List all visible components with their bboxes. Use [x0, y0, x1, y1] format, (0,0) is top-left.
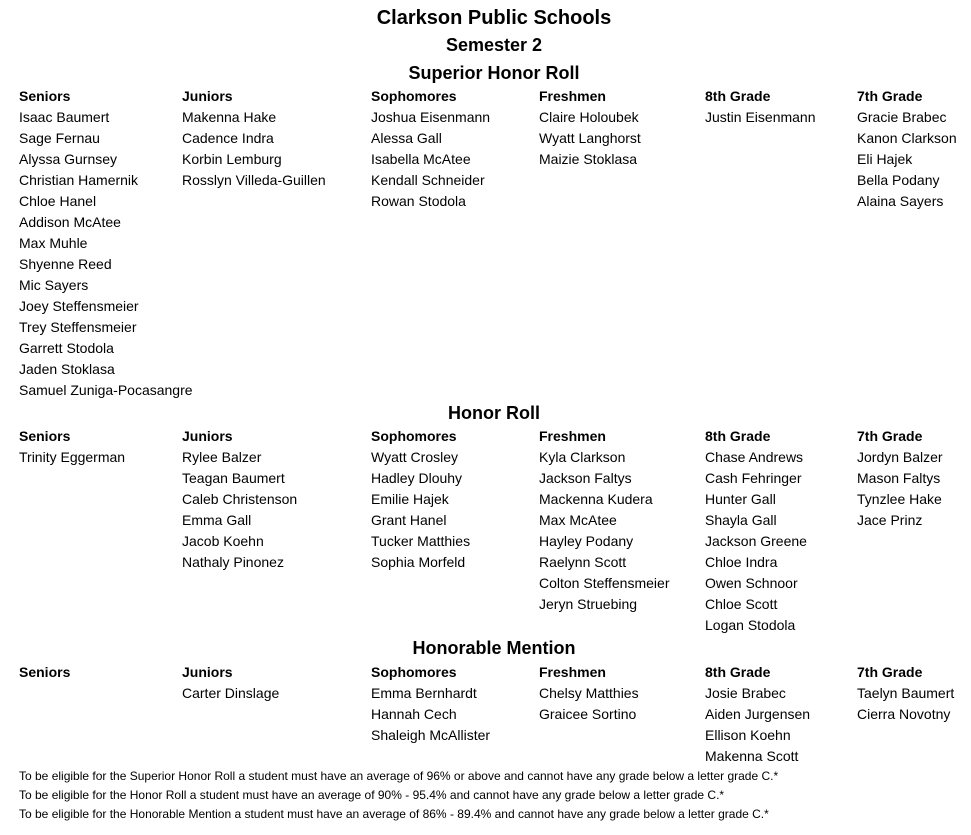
- column-heading: Sophomores: [371, 428, 457, 444]
- student-name: Kyla Clarkson: [539, 449, 626, 465]
- column-sophomores: [371, 86, 490, 212]
- column-heading: 7th Grade: [857, 664, 923, 680]
- student-name: Hannah Cech: [371, 706, 457, 722]
- column-seniors: [19, 426, 125, 468]
- column-heading: 7th Grade: [857, 428, 923, 444]
- student-name: Rosslyn Villeda-Guillen: [182, 172, 326, 188]
- student-name: Raelynn Scott: [539, 554, 627, 570]
- school-name: Clarkson Public Schools: [376, 7, 612, 29]
- student-name: Owen Schnoor: [705, 575, 798, 591]
- column-heading: 8th Grade: [705, 428, 771, 444]
- student-name: Chloe Hanel: [19, 193, 97, 209]
- student-name: Garrett Stodola: [19, 340, 114, 356]
- student-name: Colton Steffensmeier: [539, 575, 670, 591]
- student-name: Rylee Balzer: [182, 449, 262, 465]
- student-name: Makenna Hake: [182, 109, 277, 125]
- superior-honor-roll-title: Superior Honor Roll: [408, 63, 580, 83]
- student-name: Christian Hamernik: [19, 172, 139, 188]
- column-heading: Freshmen: [539, 88, 606, 104]
- student-name: Sophia Morfeld: [371, 554, 466, 570]
- student-name: Maizie Stoklasa: [539, 151, 638, 167]
- column-heading: Juniors: [182, 88, 233, 104]
- column-heading: Seniors: [19, 88, 71, 104]
- column-heading: Seniors: [19, 428, 71, 444]
- column-heading: Juniors: [182, 664, 233, 680]
- column-freshmen: [539, 86, 641, 170]
- eligibility-note-mention: To be eligible for the Honorable Mention a student must have an average of 86% - 89.4% and cannot have any grade below a letter grade C.*: [19, 807, 769, 821]
- column-heading: Seniors: [19, 664, 71, 680]
- student-name: Grant Hanel: [371, 512, 447, 528]
- student-name: Eli Hajek: [857, 151, 913, 167]
- student-name: Teagan Baumert: [182, 470, 285, 486]
- student-name: Jacob Koehn: [182, 533, 264, 549]
- student-name: Cash Fehringer: [705, 470, 802, 486]
- student-name: Emma Gall: [182, 512, 252, 528]
- column-freshmen: [539, 662, 639, 725]
- student-name: Josie Brabec: [705, 685, 786, 701]
- column-sophomores: [371, 426, 470, 573]
- student-name: Jackson Faltys: [539, 470, 632, 486]
- honor-roll-title: Honor Roll: [448, 403, 540, 423]
- student-name: Tucker Matthies: [371, 533, 471, 549]
- column-freshmen: [539, 426, 669, 615]
- student-name: Cierra Novotny: [857, 706, 951, 722]
- student-name: Jeryn Struebing: [539, 596, 638, 612]
- student-name: Justin Eisenmann: [705, 109, 816, 125]
- student-name: Jordyn Balzer: [857, 449, 943, 465]
- column-heading: Freshmen: [539, 428, 606, 444]
- student-name: Samuel Zuniga-Pocasangre: [19, 382, 193, 398]
- column-heading: 8th Grade: [705, 88, 771, 104]
- column-8th-grade: [705, 86, 816, 128]
- student-name: Makenna Scott: [705, 748, 799, 764]
- student-name: Chase Andrews: [705, 449, 804, 465]
- student-name: Kendall Schneider: [371, 172, 485, 188]
- eligibility-notes: [19, 767, 959, 824]
- student-name: Chelsy Matthies: [539, 685, 639, 701]
- student-name: Mackenna Kudera: [539, 491, 653, 507]
- student-name: Cadence Indra: [182, 130, 274, 146]
- student-name: Trinity Eggerman: [19, 449, 126, 465]
- student-name: Emilie Hajek: [371, 491, 449, 507]
- student-name: Nathaly Pinonez: [182, 554, 284, 570]
- student-name: Trey Steffensmeier: [19, 319, 137, 335]
- student-name: Carter Dinslage: [182, 685, 280, 701]
- student-name: Shyenne Reed: [19, 256, 112, 272]
- column-seniors: [19, 86, 193, 401]
- student-name: Gracie Brabec: [857, 109, 947, 125]
- student-name: Chloe Indra: [705, 554, 778, 570]
- student-name: Tynzlee Hake: [857, 491, 942, 507]
- column-heading: Sophomores: [371, 88, 457, 104]
- column-heading: 8th Grade: [705, 664, 771, 680]
- honorable-mention-title: Honorable Mention: [412, 638, 576, 658]
- student-name: Korbin Lemburg: [182, 151, 282, 167]
- column-heading: Juniors: [182, 428, 233, 444]
- student-name: Mason Faltys: [857, 470, 941, 486]
- student-name: Joey Steffensmeier: [19, 298, 139, 314]
- student-name: Mic Sayers: [19, 277, 89, 293]
- column-heading: Sophomores: [371, 664, 457, 680]
- student-name: Addison McAtee: [19, 214, 121, 230]
- student-name: Logan Stodola: [705, 617, 796, 633]
- student-name: Emma Bernhardt: [371, 685, 477, 701]
- student-name: Kanon Clarkson: [857, 130, 957, 146]
- student-name: Isabella McAtee: [371, 151, 471, 167]
- student-name: Ellison Koehn: [705, 727, 791, 743]
- column-juniors: [182, 426, 297, 573]
- student-name: Isaac Baumert: [19, 109, 110, 125]
- column-juniors: [182, 86, 326, 191]
- student-name: Taelyn Baumert: [857, 685, 955, 701]
- semester-title: Semester 2: [445, 35, 543, 55]
- student-name: Jaden Stoklasa: [19, 361, 115, 377]
- student-name: Bella Podany: [857, 172, 940, 188]
- student-name: Alyssa Gurnsey: [19, 151, 118, 167]
- student-name: Hadley Dlouhy: [371, 470, 463, 486]
- column-sophomores: [371, 662, 490, 746]
- student-name: Wyatt Langhorst: [539, 130, 641, 146]
- student-name: Sage Fernau: [19, 130, 100, 146]
- student-name: Shayla Gall: [705, 512, 777, 528]
- column-7th-grade: [857, 86, 957, 212]
- student-name: Joshua Eisenmann: [371, 109, 491, 125]
- student-name: Jackson Greene: [705, 533, 807, 549]
- student-name: Hunter Gall: [705, 491, 776, 507]
- eligibility-note-honor: To be eligible for the Honor Roll a student must have an average of 90% - 95.4% and cannot have any grade below a letter grade C.*: [19, 788, 725, 802]
- column-7th-grade: [857, 426, 943, 531]
- student-name: Hayley Podany: [539, 533, 634, 549]
- student-name: Alessa Gall: [371, 130, 442, 146]
- student-name: Max Muhle: [19, 235, 88, 251]
- student-name: Shaleigh McAllister: [371, 727, 491, 743]
- student-name: Aiden Jurgensen: [705, 706, 811, 722]
- student-name: Alaina Sayers: [857, 193, 944, 209]
- student-name: Jace Prinz: [857, 512, 923, 528]
- student-name: Claire Holoubek: [539, 109, 639, 125]
- column-7th-grade: [857, 662, 954, 725]
- student-name: Caleb Christenson: [182, 491, 298, 507]
- eligibility-note-superior: To be eligible for the Superior Honor Roll a student must have an average of 96% or above and cannot have any grade below a letter grade C.*: [19, 769, 779, 783]
- student-name: Chloe Scott: [705, 596, 778, 612]
- student-name: Wyatt Crosley: [371, 449, 459, 465]
- column-seniors: [19, 662, 70, 683]
- student-name: Max McAtee: [539, 512, 617, 528]
- student-name: Rowan Stodola: [371, 193, 466, 209]
- column-8th-grade: [705, 426, 807, 636]
- column-heading: 7th Grade: [857, 88, 923, 104]
- column-juniors: [182, 662, 279, 704]
- column-8th-grade: [705, 662, 810, 767]
- column-heading: Freshmen: [539, 664, 606, 680]
- student-name: Graicee Sortino: [539, 706, 637, 722]
